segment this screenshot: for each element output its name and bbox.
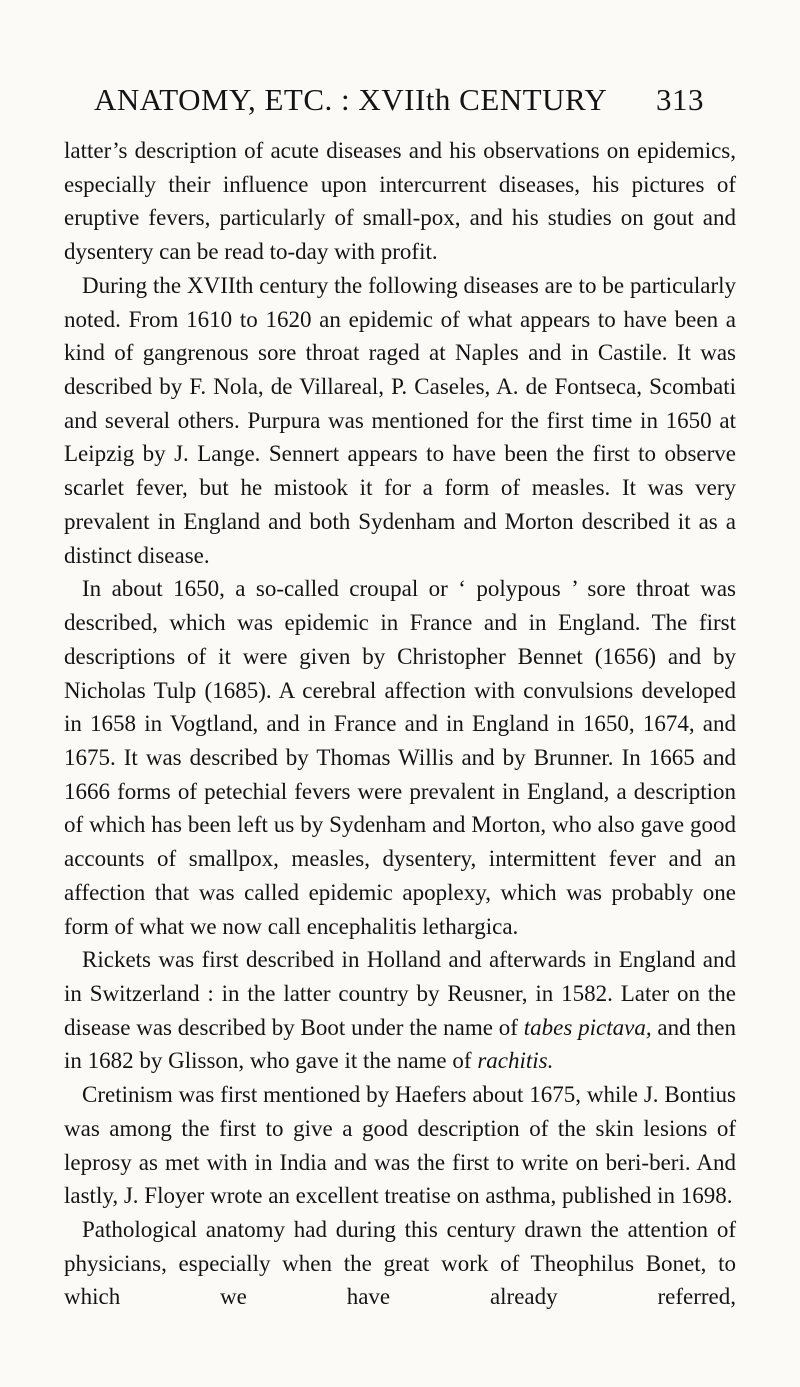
paragraph-6: Pathological anatomy had during this century drawn the attention of physicians, especially when the great work of Theophilus Bonet, to which we have already referred, bbox=[64, 1217, 736, 1310]
paragraph-3: In about 1650, a so-called croupal or ‘ polypous ’ sore throat was described, which was epidemic in France and in England. The first descriptions of it were given by Christopher Bennet (1656) and by Nicholas Tulp (1685). A cerebral affection with convulsions developed in 1658 in Vogtland, and in France and in England in 1650, 1674, and 1675. It was described by Thomas Willis and by Brunner. In 1665 and 1666 forms of petechial fevers were prevalent in England, a description of which has been left us by Sydenham and Morton, who also gave good accounts of smallpox, measles, dysentery, intermittent fever and an affection that was called epidemic apoplexy, which was probably one form of what we now call encephalitis lethargica. bbox=[64, 576, 736, 939]
term-tabes-pictava: tabes pictava, bbox=[523, 1014, 652, 1040]
running-head bbox=[94, 82, 704, 122]
paragraph-2: During the XVIIth century the following diseases are to be particularly noted. From 1610 to 1620 an epidemic of what appears to have been a kind of gangrenous sore throat raged at Naples and in Castile. It was described by F. Nola, de Villareal, P. Caseles, A. de Fontseca, Scombati and several others. Purpura was mentioned for the first time in 1650 at Leipzig by J. Lange. Sennert appears to have been the first to observe scarlet fever, but he mistook it for a form of measles. It was very prevalent in England and both Sydenham and Morton described it as a distinct disease. bbox=[64, 272, 736, 568]
paragraph-5: Cretinism was first mentioned by Haefers about 1675, while J. Bontius was among the first to give a good description of the skin lesions of leprosy as met with in India and was the first to write on beri-beri. And lastly, J. Floyer wrote an excellent treatise on asthma, published in 1698. bbox=[64, 1082, 736, 1209]
paragraph-4-text-b: and then in 1682 by Glisson, who gave it the name of bbox=[64, 1014, 737, 1074]
page-number: 313 bbox=[656, 82, 704, 117]
paragraph-4-text-a: Rickets was first described in Holland and afterwards in England and in Switzerland : in the latter country by Reusner, in 1582. Later on the disease was described by Boot under the name of bbox=[64, 947, 736, 1040]
body-text bbox=[64, 134, 736, 1314]
term-rachitis: rachitis. bbox=[477, 1048, 554, 1074]
paragraph-1: latter’s description of acute diseases and his observations on epidemics, especially their influence upon intercurrent diseases, his pictures of eruptive fevers, particularly of small-pox, and his studies on gout and dysentery can be read to-day with profit. bbox=[64, 138, 736, 265]
running-title: ANATOMY, ETC. : XVIIth CENTURY bbox=[94, 82, 608, 117]
paragraph-4 bbox=[64, 943, 736, 1078]
